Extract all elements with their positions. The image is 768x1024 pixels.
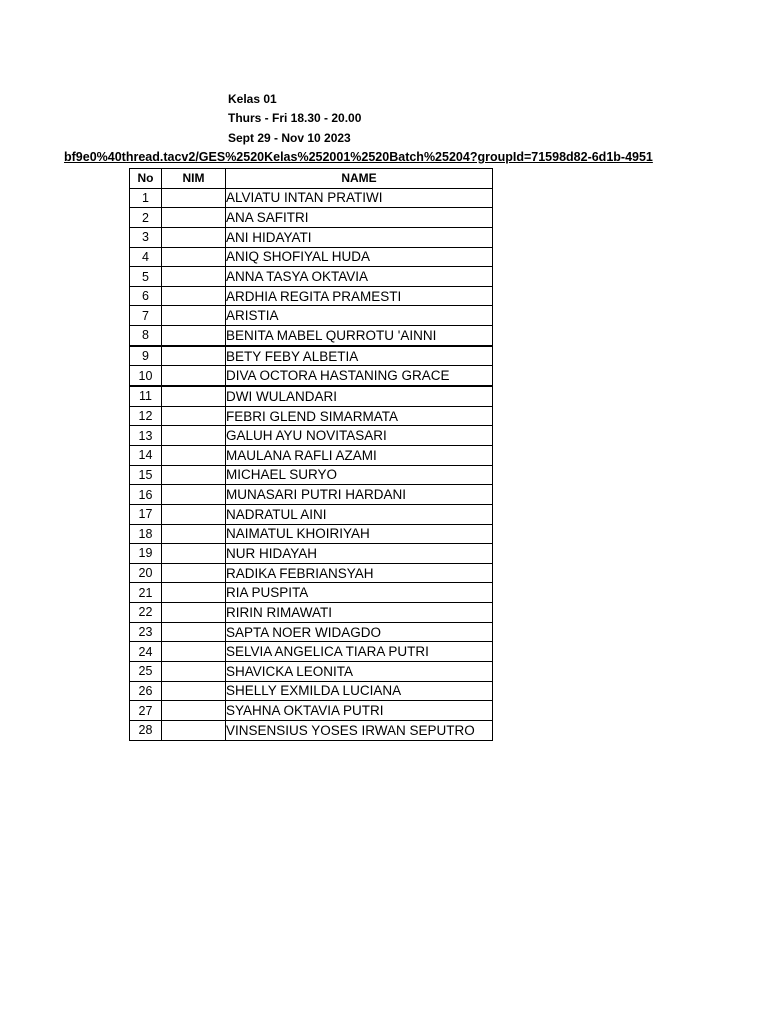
table-row bbox=[130, 681, 493, 701]
table-row bbox=[130, 227, 493, 247]
nim-cell bbox=[162, 326, 226, 346]
nim-cell bbox=[162, 544, 226, 564]
nim-cell bbox=[162, 346, 226, 366]
row-number-cell: 14 bbox=[130, 445, 162, 465]
student-name-cell: ARDHIA REGITA PRAMESTI bbox=[226, 286, 493, 306]
nim-cell bbox=[162, 603, 226, 623]
row-number-cell: 16 bbox=[130, 485, 162, 505]
nim-cell bbox=[162, 286, 226, 306]
nim-cell bbox=[162, 622, 226, 642]
row-number-cell: 9 bbox=[130, 346, 162, 366]
row-number-cell: 7 bbox=[130, 306, 162, 326]
student-name-cell: MUNASARI PUTRI HARDANI bbox=[226, 485, 493, 505]
row-number-cell: 6 bbox=[130, 286, 162, 306]
student-name-cell: NUR HIDAYAH bbox=[226, 544, 493, 564]
nim-cell bbox=[162, 306, 226, 326]
table-row bbox=[130, 583, 493, 603]
table-row bbox=[130, 720, 493, 740]
nim-cell bbox=[162, 642, 226, 662]
nim-cell bbox=[162, 366, 226, 386]
table-row bbox=[130, 326, 493, 346]
nim-cell bbox=[162, 267, 226, 287]
table-row bbox=[130, 524, 493, 544]
table-row bbox=[130, 622, 493, 642]
table-row bbox=[130, 426, 493, 446]
nim-cell bbox=[162, 563, 226, 583]
class-dates: Sept 29 - Nov 10 2023 bbox=[228, 131, 351, 145]
row-number-cell: 26 bbox=[130, 681, 162, 701]
table-row bbox=[130, 247, 493, 267]
table-header-row bbox=[130, 169, 493, 189]
row-number-cell: 28 bbox=[130, 720, 162, 740]
student-name-cell: GALUH AYU NOVITASARI bbox=[226, 426, 493, 446]
student-name-cell: ANI HIDAYATI bbox=[226, 227, 493, 247]
table-row bbox=[130, 346, 493, 366]
row-number-cell: 15 bbox=[130, 465, 162, 485]
nim-cell bbox=[162, 465, 226, 485]
column-header-nim: NIM bbox=[162, 169, 226, 189]
table-row bbox=[130, 544, 493, 564]
row-number-cell: 27 bbox=[130, 701, 162, 721]
table-row bbox=[130, 603, 493, 623]
table-row bbox=[130, 642, 493, 662]
nim-cell bbox=[162, 426, 226, 446]
student-name-cell: SAPTA NOER WIDAGDO bbox=[226, 622, 493, 642]
student-name-cell: SHELLY EXMILDA LUCIANA bbox=[226, 681, 493, 701]
student-name-cell: SELVIA ANGELICA TIARA PUTRI bbox=[226, 642, 493, 662]
student-name-cell: ARISTIA bbox=[226, 306, 493, 326]
roster-body bbox=[130, 188, 493, 740]
student-name-cell: RIA PUSPITA bbox=[226, 583, 493, 603]
row-number-cell: 19 bbox=[130, 544, 162, 564]
student-name-cell: VINSENSIUS YOSES IRWAN SEPUTRO bbox=[226, 720, 493, 740]
row-number-cell: 1 bbox=[130, 188, 162, 208]
nim-cell bbox=[162, 681, 226, 701]
table-row bbox=[130, 563, 493, 583]
nim-cell bbox=[162, 504, 226, 524]
student-name-cell: DWI WULANDARI bbox=[226, 386, 493, 406]
student-name-cell: ANNA TASYA OKTAVIA bbox=[226, 267, 493, 287]
student-name-cell: MICHAEL SURYO bbox=[226, 465, 493, 485]
nim-cell bbox=[162, 227, 226, 247]
row-number-cell: 24 bbox=[130, 642, 162, 662]
nim-cell bbox=[162, 720, 226, 740]
meeting-link[interactable]: bf9e0%40thread.tacv2/GES%2520Kelas%252001%2520Batch%25204?groupId=71598d82-6d1b-4951 bbox=[64, 150, 653, 164]
student-name-cell: NAIMATUL KHOIRIYAH bbox=[226, 524, 493, 544]
row-number-cell: 10 bbox=[130, 366, 162, 386]
column-header-name: NAME bbox=[226, 169, 493, 189]
table-row bbox=[130, 465, 493, 485]
row-number-cell: 2 bbox=[130, 208, 162, 228]
row-number-cell: 20 bbox=[130, 563, 162, 583]
row-number-cell: 4 bbox=[130, 247, 162, 267]
student-name-cell: ANIQ SHOFIYAL HUDA bbox=[226, 247, 493, 267]
nim-cell bbox=[162, 188, 226, 208]
table-row bbox=[130, 406, 493, 426]
table-row bbox=[130, 662, 493, 682]
row-number-cell: 8 bbox=[130, 326, 162, 346]
row-number-cell: 25 bbox=[130, 662, 162, 682]
student-name-cell: ALVIATU INTAN PRATIWI bbox=[226, 188, 493, 208]
table-row bbox=[130, 386, 493, 406]
nim-cell bbox=[162, 485, 226, 505]
nim-cell bbox=[162, 208, 226, 228]
student-name-cell: BENITA MABEL QURROTU 'AINNI bbox=[226, 326, 493, 346]
student-name-cell: RADIKA FEBRIANSYAH bbox=[226, 563, 493, 583]
table-row bbox=[130, 701, 493, 721]
column-header-no: No bbox=[130, 169, 162, 189]
student-name-cell: RIRIN RIMAWATI bbox=[226, 603, 493, 623]
student-name-cell: DIVA OCTORA HASTANING GRACE bbox=[226, 366, 493, 386]
table-row bbox=[130, 306, 493, 326]
student-name-cell: FEBRI GLEND SIMARMATA bbox=[226, 406, 493, 426]
class-schedule: Thurs - Fri 18.30 - 20.00 bbox=[228, 111, 362, 125]
nim-cell bbox=[162, 662, 226, 682]
row-number-cell: 5 bbox=[130, 267, 162, 287]
row-number-cell: 23 bbox=[130, 622, 162, 642]
student-name-cell: SYAHNA OKTAVIA PUTRI bbox=[226, 701, 493, 721]
table-row bbox=[130, 485, 493, 505]
row-number-cell: 22 bbox=[130, 603, 162, 623]
nim-cell bbox=[162, 247, 226, 267]
student-name-cell: NADRATUL AINI bbox=[226, 504, 493, 524]
table-row bbox=[130, 504, 493, 524]
nim-cell bbox=[162, 583, 226, 603]
row-number-cell: 11 bbox=[130, 386, 162, 406]
table-row bbox=[130, 366, 493, 386]
row-number-cell: 18 bbox=[130, 524, 162, 544]
table-row bbox=[130, 445, 493, 465]
student-name-cell: BETY FEBY ALBETIA bbox=[226, 346, 493, 366]
student-name-cell: MAULANA RAFLI AZAMI bbox=[226, 445, 493, 465]
nim-cell bbox=[162, 445, 226, 465]
table-row bbox=[130, 188, 493, 208]
student-roster-table bbox=[129, 168, 493, 741]
nim-cell bbox=[162, 524, 226, 544]
nim-cell bbox=[162, 386, 226, 406]
row-number-cell: 17 bbox=[130, 504, 162, 524]
table-row bbox=[130, 286, 493, 306]
student-name-cell: ANA SAFITRI bbox=[226, 208, 493, 228]
student-name-cell: SHAVICKA LEONITA bbox=[226, 662, 493, 682]
table-row bbox=[130, 208, 493, 228]
nim-cell bbox=[162, 406, 226, 426]
row-number-cell: 12 bbox=[130, 406, 162, 426]
nim-cell bbox=[162, 701, 226, 721]
row-number-cell: 3 bbox=[130, 227, 162, 247]
class-title: Kelas 01 bbox=[228, 92, 277, 106]
table-row bbox=[130, 267, 493, 287]
row-number-cell: 13 bbox=[130, 426, 162, 446]
row-number-cell: 21 bbox=[130, 583, 162, 603]
